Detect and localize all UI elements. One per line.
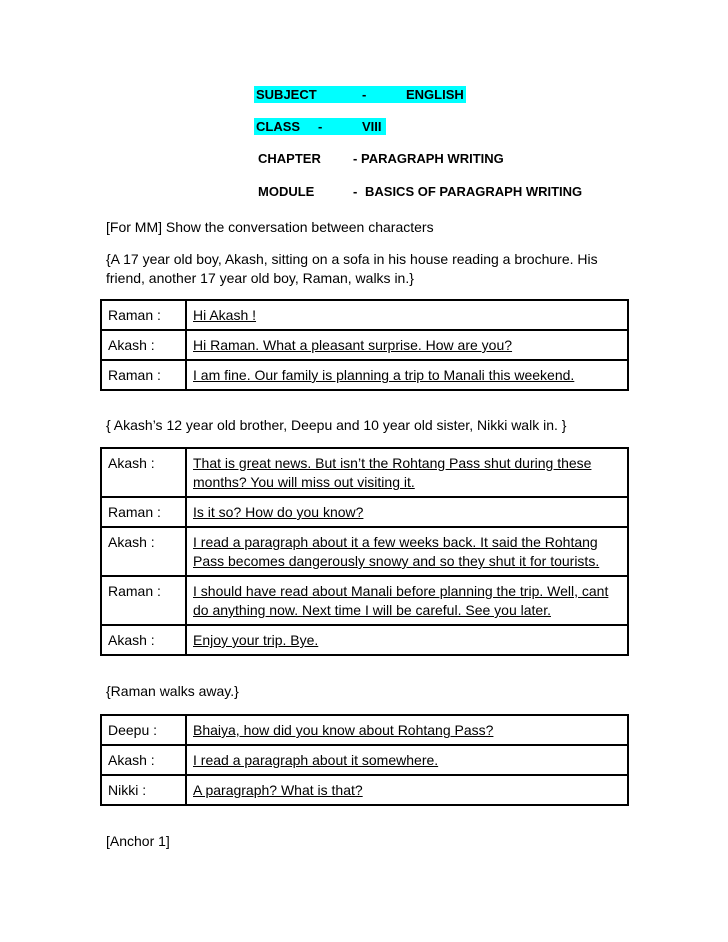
table-row bbox=[101, 745, 628, 775]
dialogue-cell: I read a paragraph about it a few weeks back. It said the Rohtang Pass becomes dangerously snowy and so they shut it for tourists. bbox=[186, 527, 628, 576]
scene-description-2: { Akash’s 12 year old brother, Deepu and 10 year old sister, Nikki walk in. } bbox=[106, 417, 567, 433]
table-row bbox=[101, 330, 628, 360]
dialogue-cell: Hi Raman. What a pleasant surprise. How are you? bbox=[186, 330, 628, 360]
dialogue-cell: Bhaiya, how did you know about Rohtang Pass? bbox=[186, 715, 628, 745]
table-row bbox=[101, 300, 628, 330]
table-row bbox=[101, 497, 628, 527]
chapter-separator: - bbox=[353, 151, 358, 166]
dialogue-cell: Is it so? How do you know? bbox=[186, 497, 628, 527]
dialogue-cell: A paragraph? What is that? bbox=[186, 775, 628, 805]
speaker-cell: Akash : bbox=[101, 625, 186, 655]
conversation-table-2 bbox=[100, 447, 629, 656]
speaker-cell: Akash : bbox=[101, 745, 186, 775]
module-value: BASICS OF PARAGRAPH WRITING bbox=[365, 184, 583, 199]
conversation-table-3 bbox=[100, 714, 629, 806]
dialogue-cell: Enjoy your trip. Bye. bbox=[186, 625, 628, 655]
scene-description-3: {Raman walks away.} bbox=[106, 683, 239, 699]
dialogue-cell: That is great news. But isn’t the Rohtang Pass shut during these months? You will miss out visiting it. bbox=[186, 448, 628, 497]
speaker-cell: Deepu : bbox=[101, 715, 186, 745]
table-row bbox=[101, 775, 628, 805]
dialogue-cell: I read a paragraph about it somewhere. bbox=[186, 745, 628, 775]
chapter-label: CHAPTER bbox=[258, 151, 321, 166]
dialogue-cell: I should have read about Manali before planning the trip. Well, cant do anything now. Next time I will be careful. See you later. bbox=[186, 576, 628, 625]
speaker-cell: Raman : bbox=[101, 300, 186, 330]
speaker-cell: Nikki : bbox=[101, 775, 186, 805]
speaker-cell: Akash : bbox=[101, 330, 186, 360]
scene-description-1: {A 17 year old boy, Akash, sitting on a sofa in his house reading a brochure. His friend, another 17 year old boy, Raman, walks in.} bbox=[106, 251, 598, 286]
table-row bbox=[101, 527, 628, 576]
speaker-cell: Raman : bbox=[101, 497, 186, 527]
chapter-value: PARAGRAPH WRITING bbox=[361, 151, 504, 166]
speaker-cell: Akash : bbox=[101, 448, 186, 497]
subject-row bbox=[254, 86, 466, 103]
subject-label: SUBJECT bbox=[256, 87, 317, 102]
class-separator: - bbox=[318, 119, 323, 134]
table-row bbox=[101, 625, 628, 655]
speaker-cell: Raman : bbox=[101, 576, 186, 625]
module-separator: - bbox=[353, 184, 358, 199]
dialogue-cell: I am fine. Our family is planning a trip to Manali this weekend. bbox=[186, 360, 628, 390]
subject-separator: - bbox=[362, 87, 367, 102]
module-label: MODULE bbox=[258, 184, 315, 199]
subject-value: ENGLISH bbox=[406, 87, 464, 102]
class-label: CLASS bbox=[256, 119, 301, 134]
table-row bbox=[101, 715, 628, 745]
table-row bbox=[101, 448, 628, 497]
table-row bbox=[101, 576, 628, 625]
table-row bbox=[101, 360, 628, 390]
class-row bbox=[254, 118, 386, 135]
conversation-table-1 bbox=[100, 299, 629, 391]
mm-note: [For MM] Show the conversation between characters bbox=[106, 219, 434, 235]
speaker-cell: Raman : bbox=[101, 360, 186, 390]
dialogue-cell: Hi Akash ! bbox=[186, 300, 628, 330]
anchor-label: [Anchor 1] bbox=[106, 833, 170, 849]
class-value: VIII bbox=[362, 119, 382, 134]
speaker-cell: Akash : bbox=[101, 527, 186, 576]
